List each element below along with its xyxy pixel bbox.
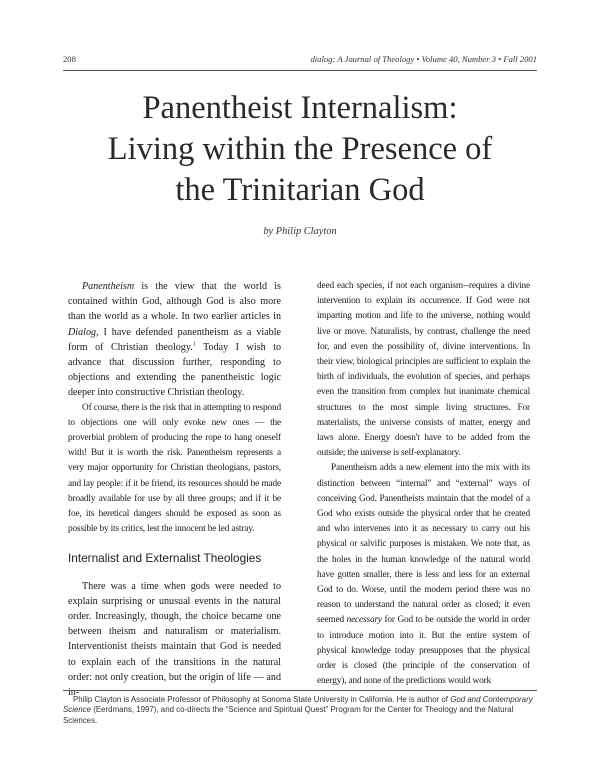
journal-running-head: dialog: A Journal of Theology • Volume 40, Number 3 • Fall 2001	[310, 54, 537, 64]
title-line-1: Panentheist Internalism:	[142, 90, 458, 126]
section-heading: Internalist and Externalist Theologies	[68, 551, 262, 566]
intro-text-a: is the view that the world is contained within God, although God is also more than the world as a whole. In two earlier articles in	[68, 281, 281, 323]
title-line-3: the Trinitarian God	[175, 172, 425, 208]
footnote-marker: 1	[192, 341, 196, 348]
left-column	[68, 279, 281, 700]
running-header	[63, 52, 537, 68]
risk-paragraph: Of course, there is the risk that in attempting to respond to objections one will only evoke new ones — the proverbial problem of producing the rope to hang oneself with! But it is worth the risk. Panentheism represents a very major opportunity for Christian theologians, pastors, and lay people: if it be friend, its resources should be made broadly available for use by all three groups; and if it be foe, its heretical dangers should be exposed as soon as possible by its critics, lest the innocent be led astray.	[68, 402, 281, 535]
intro-text-c: Today I wish to advance that discussion further, responding to objections and extending the panentheistic logic deeper into constructive Christian theology.	[68, 341, 281, 399]
intro-text-b: , I have defended panentheism as a viable form of Christian theology.	[68, 326, 281, 353]
footnote-rule	[63, 690, 537, 691]
panentheism-text-a: Panentheism adds a new element into the mix with its distinction between “internal” and “external” ways of conceiving God. Panentheists maintain that the model of a God who exists outside the physical order that he created and who intervenes into it as necessary to carry out his physical or salvific purposes is mistaken. We note that, as the holes in the human knowledge of the natural world have gotten smaller, there is less and less for an external God to do. Worse, until the modern period there was no reason to understand the natural order as closed; it even seemed	[317, 463, 530, 626]
footnote-text-a: Philip Clayton is Associate Professor of Philosophy at Sonoma State University in California. He is author of	[73, 695, 451, 704]
intro-paragraph	[68, 279, 281, 401]
author-byline: by Philip Clayton	[263, 226, 337, 237]
panentheism-text-b: for God to be outside the world in order to introduce motion into it. But the entire system of physical knowledge today presupposes that the physical order is closed (the principle of the conservation of energy), and none of the predictions would work	[317, 615, 530, 687]
page-number: 208	[63, 54, 76, 64]
panentheism-paragraph	[317, 461, 530, 689]
panentheism-term: Panentheism	[82, 281, 135, 292]
naturalism-paragraph: deed each species, if not each organism--requires a divine intervention to explain its occurrence. If God were not imparting motion and life to the universe, nothing would live or move. Naturalists, by contrast, challenge the need for, and even the possibility of, divine interventions. In their view, biological principles are sufficient to explain the birth of individuals, the evolution of species, and perhaps even the transition from complex but inanimate chemical structures to the most simple living structures. For materialists, the universe consists of matter, energy and laws alone. Energy doesn't have to be added from the outside; the universe is self-explanatory.	[317, 281, 530, 459]
header-rule	[63, 70, 537, 71]
article-title	[40, 88, 560, 211]
dialog-journal-ref: Dialog	[68, 326, 97, 338]
footnote-text-b: (Eerdmans, 1997), and co-directs the “Science and Spiritual Quest” Program for the Center for Theology and the Natural Sciences.	[63, 705, 514, 725]
title-line-2: Living within the Presence of	[107, 131, 493, 167]
author-footnote	[63, 695, 537, 726]
book-title: God and Contemporary Science	[63, 695, 533, 715]
history-paragraph: There was a time when gods were needed to explain surprising or unusual events in the natural order. Increasingly, though, the choice became one between theism and naturalism or materialism. Interventionist theists maintain that God is needed to explain each of the transitions in the natural order: not only creation, but the origin of life — and in-	[68, 580, 281, 699]
right-column	[317, 279, 530, 689]
necessary-emphasis: necessary	[346, 615, 382, 626]
